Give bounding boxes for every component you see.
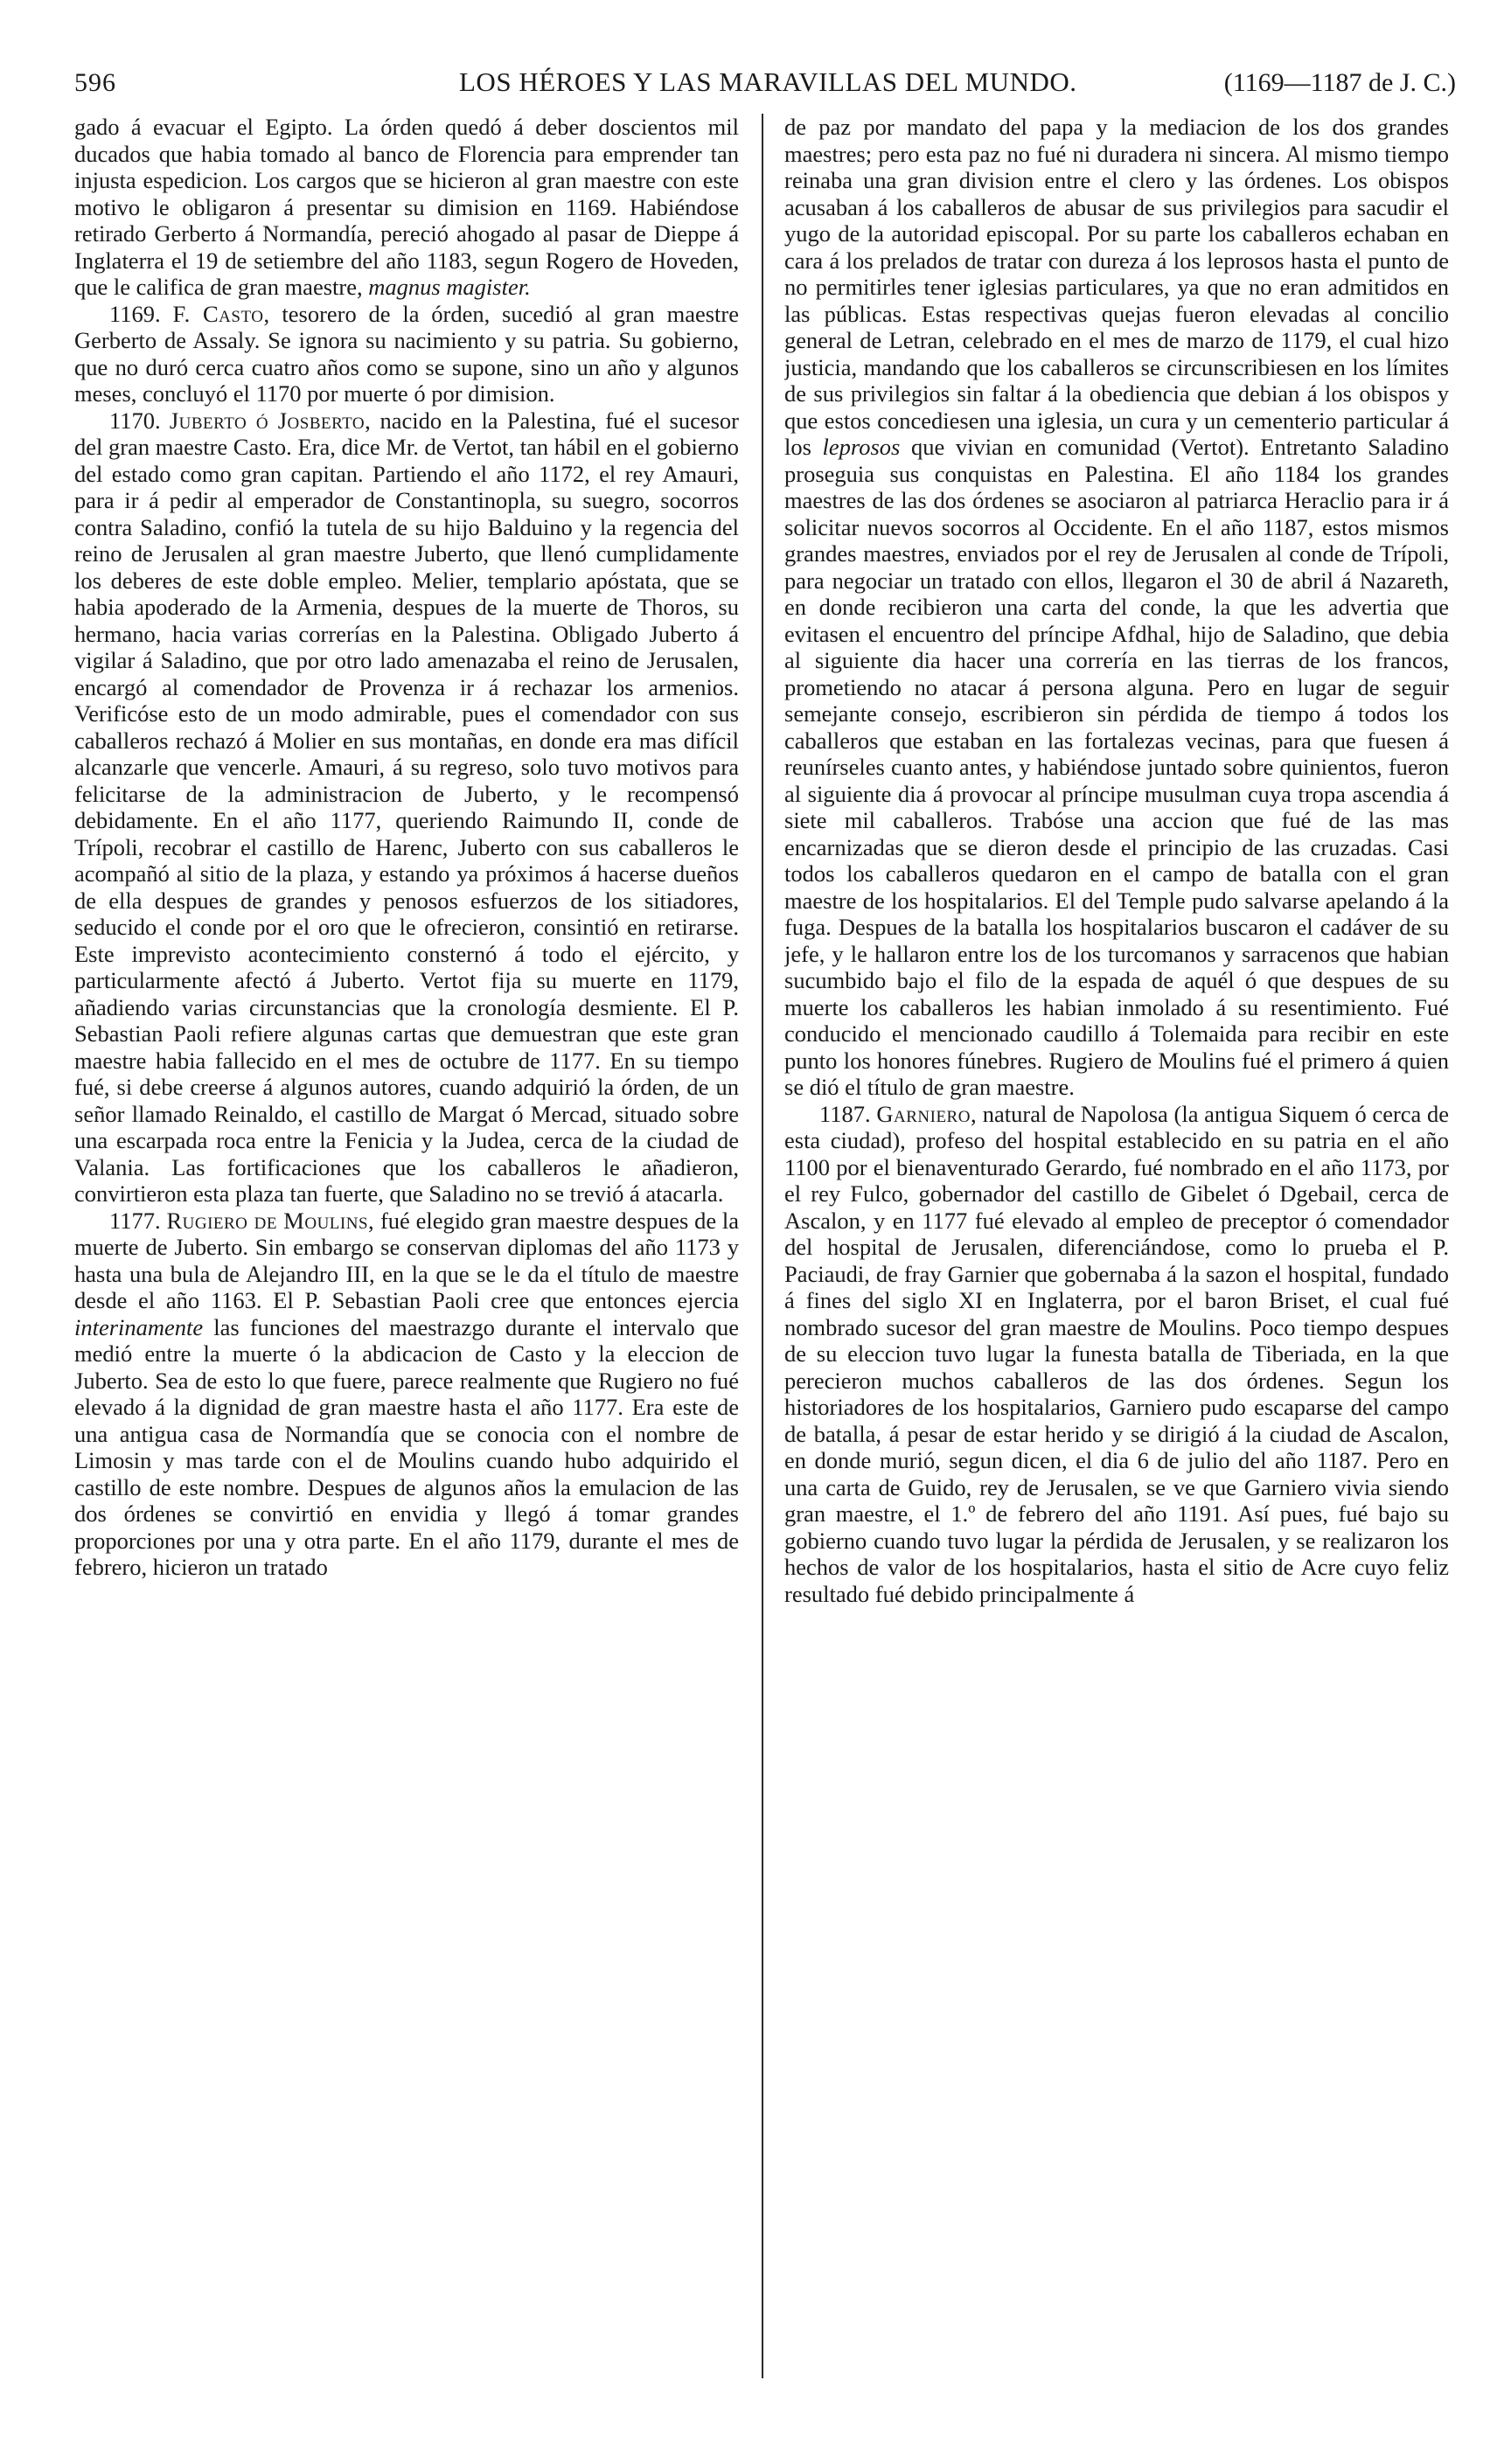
entry-name: F. Casto, bbox=[172, 300, 270, 327]
page-number: 596 bbox=[74, 68, 116, 97]
paragraph-text: natural de Napolosa (la antigua Siquem ó cerca de esta ciudad), profeso del hospital establecido en su patria en el año 1100 por el bienaventurado Gerardo, fué nombrado en el año 1173, por el rey Fulco, gobernador del castillo de Gibelet ó Dgebail, cerca de Ascalon, y en 1177 fué elevado al empleo de preceptor ó comendador del hospital de Jerusalen, diferenciándose, como lo prueba el P. Paciaudi, de fray Garnier que gobernaba á la sazon el hospital, fundado á fines del siglo XI en Inglaterra, por el baron Briset, el cual fué nombrado sucesor del gran maestre de Moulins. Poco tiempo despues de su eleccion tuvo lugar la funesta batalla de Tiberiada, en la que perecieron muchos caballeros de las dos órdenes. Segun los historiadores de los hospitalarios, Garniero pudo escaparse del campo de batalla, á pesar de estar herido y se dirigió á la ciudad de Ascalon, en donde murió, segun dicen, el dia 6 de julio del año 1187. Pero en una carta de Guido, rey de Jerusalen, se ve que Garniero vivia siendo gran maestre, el 1.º de febrero del año 1191. Así pues, fué bajo su gobierno cuando tuvo lugar la pérdida de Jerusalen, y se realizaron los hechos de valor de los hospitalarios, hasta el sitio de Acre cuyo feliz resultado fué debido principalmente á bbox=[784, 1100, 1449, 1607]
italic-phrase: interinamente bbox=[74, 1313, 204, 1340]
running-head bbox=[74, 61, 1456, 105]
paragraph-text: que vivian en comunidad (Vertot). Entretanto Saladino proseguia sus conquistas en Palestina. El año 1184 los grandes maestres de las dos órdenes se asociaron al patriarca Heraclio para ir á solicitar nuevos socorros al Occidente. En el año 1187, estos mismos grandes maestres, enviados por el rey de Jerusalen al conde de Trípoli, para negociar un tratado con ellos, llegaron el 30 de abril á Nazareth, en donde recibieron una carta del conde, la que les advertia que evitasen el encuentro del príncipe Afdhal, hijo de Saladino, que debia al siguiente dia hacer una correría en las tierras de los francos, prometiendo no atacar á persona alguna. Pero en lugar de seguir semejante consejo, escribieron sin pérdida de tiempo á todos los caballeros que estaban en las fortalezas vecinas, para que fuesen á reunírseles cuanto antes, y habiéndose juntado sobre quinientos, fueron al siguiente dia á provocar al príncipe musulman cuya tropa ascendia á siete mil caballeros. Trabóse una accion que fué de las mas encarnizadas que se dieron desde el principio de las cruzadas. Casi todos los caballeros quedaron en el campo de batalla con el gran maestre de los hospitalarios. El del Temple pudo salvarse apelando á la fuga. Despues de la batalla los hospitalarios buscaron el cadáver de su jefe, y le hallaron entre los de los turcomanos y sarracenos que habian sucumbido bajo el filo de la espada de aquél ó que despues de su muerte los caballeros les habian inmolado á su resentimiento. Fué conducido el mencionado caudillo á Tolemaida para recibir en este punto los honores fúnebres. Rugiero de Moulins fué el primero á quien se dió el título de gran maestre. bbox=[784, 434, 1449, 1100]
paragraph-text: fué elegido gran maestre despues de la muerte de Juberto. Sin embargo se conservan diplomas del año 1173 y hasta una bula de Alejandro III, en la que se le da el título de maestre desde el año 1163. El P. Sebastian Paoli cree que entonces ejercia bbox=[74, 1207, 739, 1313]
paragraph bbox=[74, 301, 739, 407]
entry-name: Rugiero de Moulins, bbox=[166, 1207, 375, 1234]
paragraph-text: de paz por mandato del papa y la mediacion de los dos grandes maestres; pero esta paz no fué ni duradera ni sincera. Al mismo tiempo reinaba una gran division entre el clero y las órdenes. Los obispos acusaban á los caballeros de abusar de sus privilegios para sacudir el yugo de la autoridad episcopal. Por su parte los caballeros echaban en cara á los prelados de tratar con dureza á los leprosos hasta el punto de no permitirles tener iglesias particulares, ya que no eran admitidos en las públicas. Estas respectivas quejas fueron elevadas al concilio general de Letran, celebrado en el mes de marzo de 1179, el cual hizo justicia, mandando que los caballeros se circunscribiesen en los límites de sus privilegios sin faltar á la obediencia que debian á los obispos y que estos concediesen una iglesia, un cura y un cementerio particular á los bbox=[784, 114, 1449, 460]
paragraph-text: tesorero de la órden, sucedió al gran maestre Gerberto de Assaly. Se ignora su nacimiento y su patria. Su gobierno, que no duró cerca cuatro años como se supone, sino un año y algunos meses, concluyó el 1170 por muerte ó por dimision. bbox=[74, 300, 739, 407]
paragraph bbox=[74, 1208, 739, 1581]
entry-year: 1177. bbox=[109, 1207, 161, 1234]
paragraph bbox=[784, 114, 1449, 1101]
paragraph-text: gado á evacuar el Egipto. La órden quedó á deber doscientos mil ducados que habia tomado al banco de Florencia para emprender tan injusta espedicion. Los cargos que se hicieron al gran maestre con este motivo le obligaron á presentar su dimision en 1169. Habiéndose retirado Gerberto á Normandía, pereció ahogado al pasar de Dieppe á Inglaterra el 19 de setiembre del año 1183, segun Rogero de Hoveden, que le califica de gran maestre, bbox=[74, 114, 739, 300]
entry-year: 1169. bbox=[109, 300, 161, 327]
paragraph bbox=[74, 407, 739, 1208]
entry-year: 1170. bbox=[109, 407, 161, 434]
italic-phrase: magnus magister. bbox=[368, 274, 531, 300]
date-range: (1169—1187 de J. C.) bbox=[1223, 68, 1456, 97]
entry-year: 1187. bbox=[819, 1100, 871, 1127]
book-title: LOS HÉROES Y LAS MARAVILLAS DEL MUNDO. bbox=[459, 66, 1077, 97]
paragraph-text: nacido en la Palestina, fué el sucesor del gran maestre Casto. Era, dice Mr. de Vertot, tan hábil en el gobierno del estado como gran capitan. Partiendo el año 1172, el rey Amauri, para ir á pedir al emperador de Constantinopla, su suegro, socorros contra Saladino, confió la tutela de su hijo Balduino y la regencia del reino de Jerusalen al gran maestre Juberto, que llenó cumplidamente los deberes de este doble empleo. Melier, templario apóstata, que se habia apoderado de la Armenia, despues de la muerte de Thoros, su hermano, hacia varias correrías en la Palestina. Obligado Juberto á vigilar á Saladino, que por otro lado amenazaba el reino de Jerusalen, encargó al comendador de Provenza ir á rechazar los armenios. Verificóse esto de un modo admirable, pues el comendador con sus caballeros rechazó á Molier en sus montañas, en donde era mas difícil alcanzarle que vencerle. Amauri, á su regreso, solo tuvo motivos para felicitarse de la administracion de Juberto, y le recompensó debidamente. En el año 1177, queriendo Raimundo II, conde de Trípoli, recobrar el castillo de Harenc, Juberto con sus caballeros le acompañó al sitio de la plaza, y estando ya próximos á hacerse dueños de ella despues de grandes y penosos esfuerzos de los sitiadores, seducido el conde por el oro que le ofrecieron, consintió en retirarse. Este imprevisto acontecimiento consternó á todo el ejército, y particularmente afectó á Juberto. Vertot fija su muerte en 1179, añadiendo varias circunstancias que la cronología desmiente. El P. Sebastian Paoli refiere algunas cartas que demuestran que este gran maestre habia fallecido en el mes de octubre de 1177. En su tiempo fué, si debe creerse á algunos autores, cuando adquirió la órden, de un señor llamado Reinaldo, el castillo de Margat ó Mercad, situado sobre una escarpada roca entre la Fenicia y la Judea, cerca de la ciudad de Valania. Las fortificaciones que los caballeros le añadieron, convirtieron esta plaza tan fuerte, que Saladino no se trevió á atacarla. bbox=[74, 407, 739, 1207]
paragraph bbox=[74, 114, 739, 301]
paragraph bbox=[784, 1101, 1449, 1608]
entry-name: Juberto ó Josberto, bbox=[169, 407, 372, 434]
italic-phrase: leprosos bbox=[822, 434, 901, 460]
column-divider bbox=[762, 114, 763, 2378]
text-columns bbox=[74, 114, 1456, 2378]
right-column bbox=[784, 114, 1449, 2378]
paragraph-text: las funciones del maestrazgo durante el intervalo que medió entre la muerte ó la abdicacion de Casto y la eleccion de Juberto. Sea de esto lo que fuere, parece realmente que Rugiero no fué elevado á la dignidad de gran maestre hasta el año 1177. Era este de una antigua casa de Normandía que se conocia con el nombre de Limosin y mas tarde con el de Moulins cuando hubo adquirido el castillo de este nombre. Despues de algunos años la emulacion de las dos órdenes se convirtió en envidia y llegó á tomar grandes proporciones por una y otra parte. En el año 1179, durante el mes de febrero, hicieron un tratado bbox=[74, 1313, 739, 1580]
left-column bbox=[74, 114, 739, 2378]
entry-name: Garniero, bbox=[876, 1100, 978, 1127]
book-page bbox=[74, 61, 1456, 2387]
